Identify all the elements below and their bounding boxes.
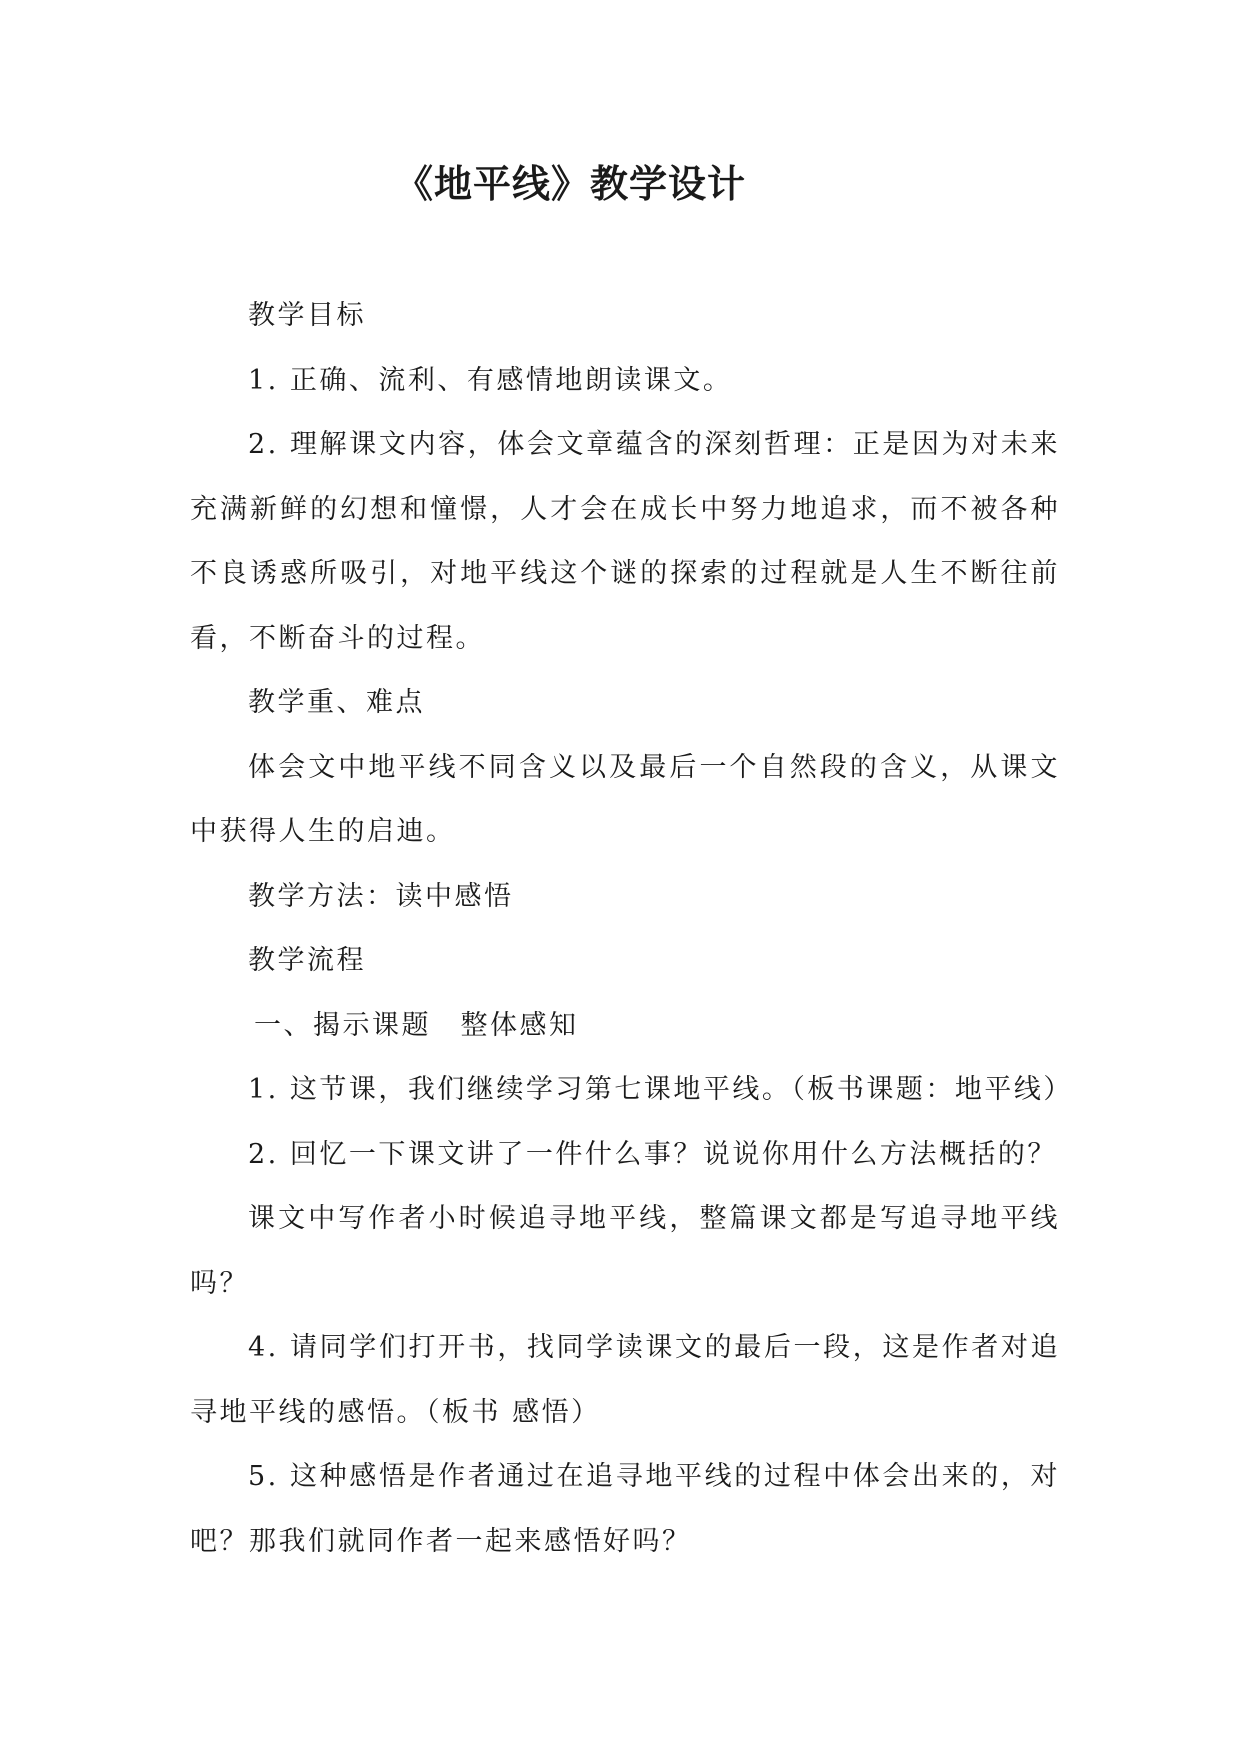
paragraph-objective-1: 1. 正确、流利、有感情地朗读课文。 (248, 364, 733, 396)
paragraph-objective-2: 2. 理解课文内容，体会文章蕴含的深刻哲理：正是因为对未来充满新鲜的幻想和憧憬，人才会在成长中努力地追求，而不被各种不良诱惑所吸引，对地平线这个谜的探索的过程就是人生不断往前看，不断奋斗的过程。 (190, 429, 1060, 654)
paragraph-step-3: 课文中写作者小时候追寻地平线，整篇课文都是写追寻地平线吗？ (190, 1203, 1060, 1299)
paragraph-step-4: 4. 请同学们打开书，找同学读课文的最后一段，这是作者对追寻地平线的感悟。（板书 感悟） (190, 1332, 1060, 1428)
paragraph-key-points: 体会文中地平线不同含义以及最后一个自然段的含义，从课文中获得人生的启迪。 (190, 751, 1060, 847)
paragraph-heading-objectives: 教学目标 (248, 300, 366, 331)
paragraph-section-1: 一、揭示课题 整体感知 (254, 1009, 579, 1041)
document-body (190, 284, 1073, 1574)
paragraph-teaching-method: 教学方法：读中感悟 (248, 880, 514, 912)
document-title: 《地平线》教学设计 (394, 162, 746, 206)
paragraph-step-5: 5. 这种感悟是作者通过在追寻地平线的过程中体会出来的，对吧？那我们就同作者一起来感悟好吗？ (190, 1461, 1060, 1557)
paragraph-heading-process: 教学流程 (248, 945, 366, 976)
paragraph-heading-key-points: 教学重、难点 (248, 687, 425, 718)
paragraph-step-1: 1. 这节课，我们继续学习第七课地平线。（板书课题：地平线） (248, 1074, 1073, 1105)
paragraph-step-2: 2. 回忆一下课文讲了一件什么事？说说你用什么方法概括的？ (248, 1138, 1057, 1170)
